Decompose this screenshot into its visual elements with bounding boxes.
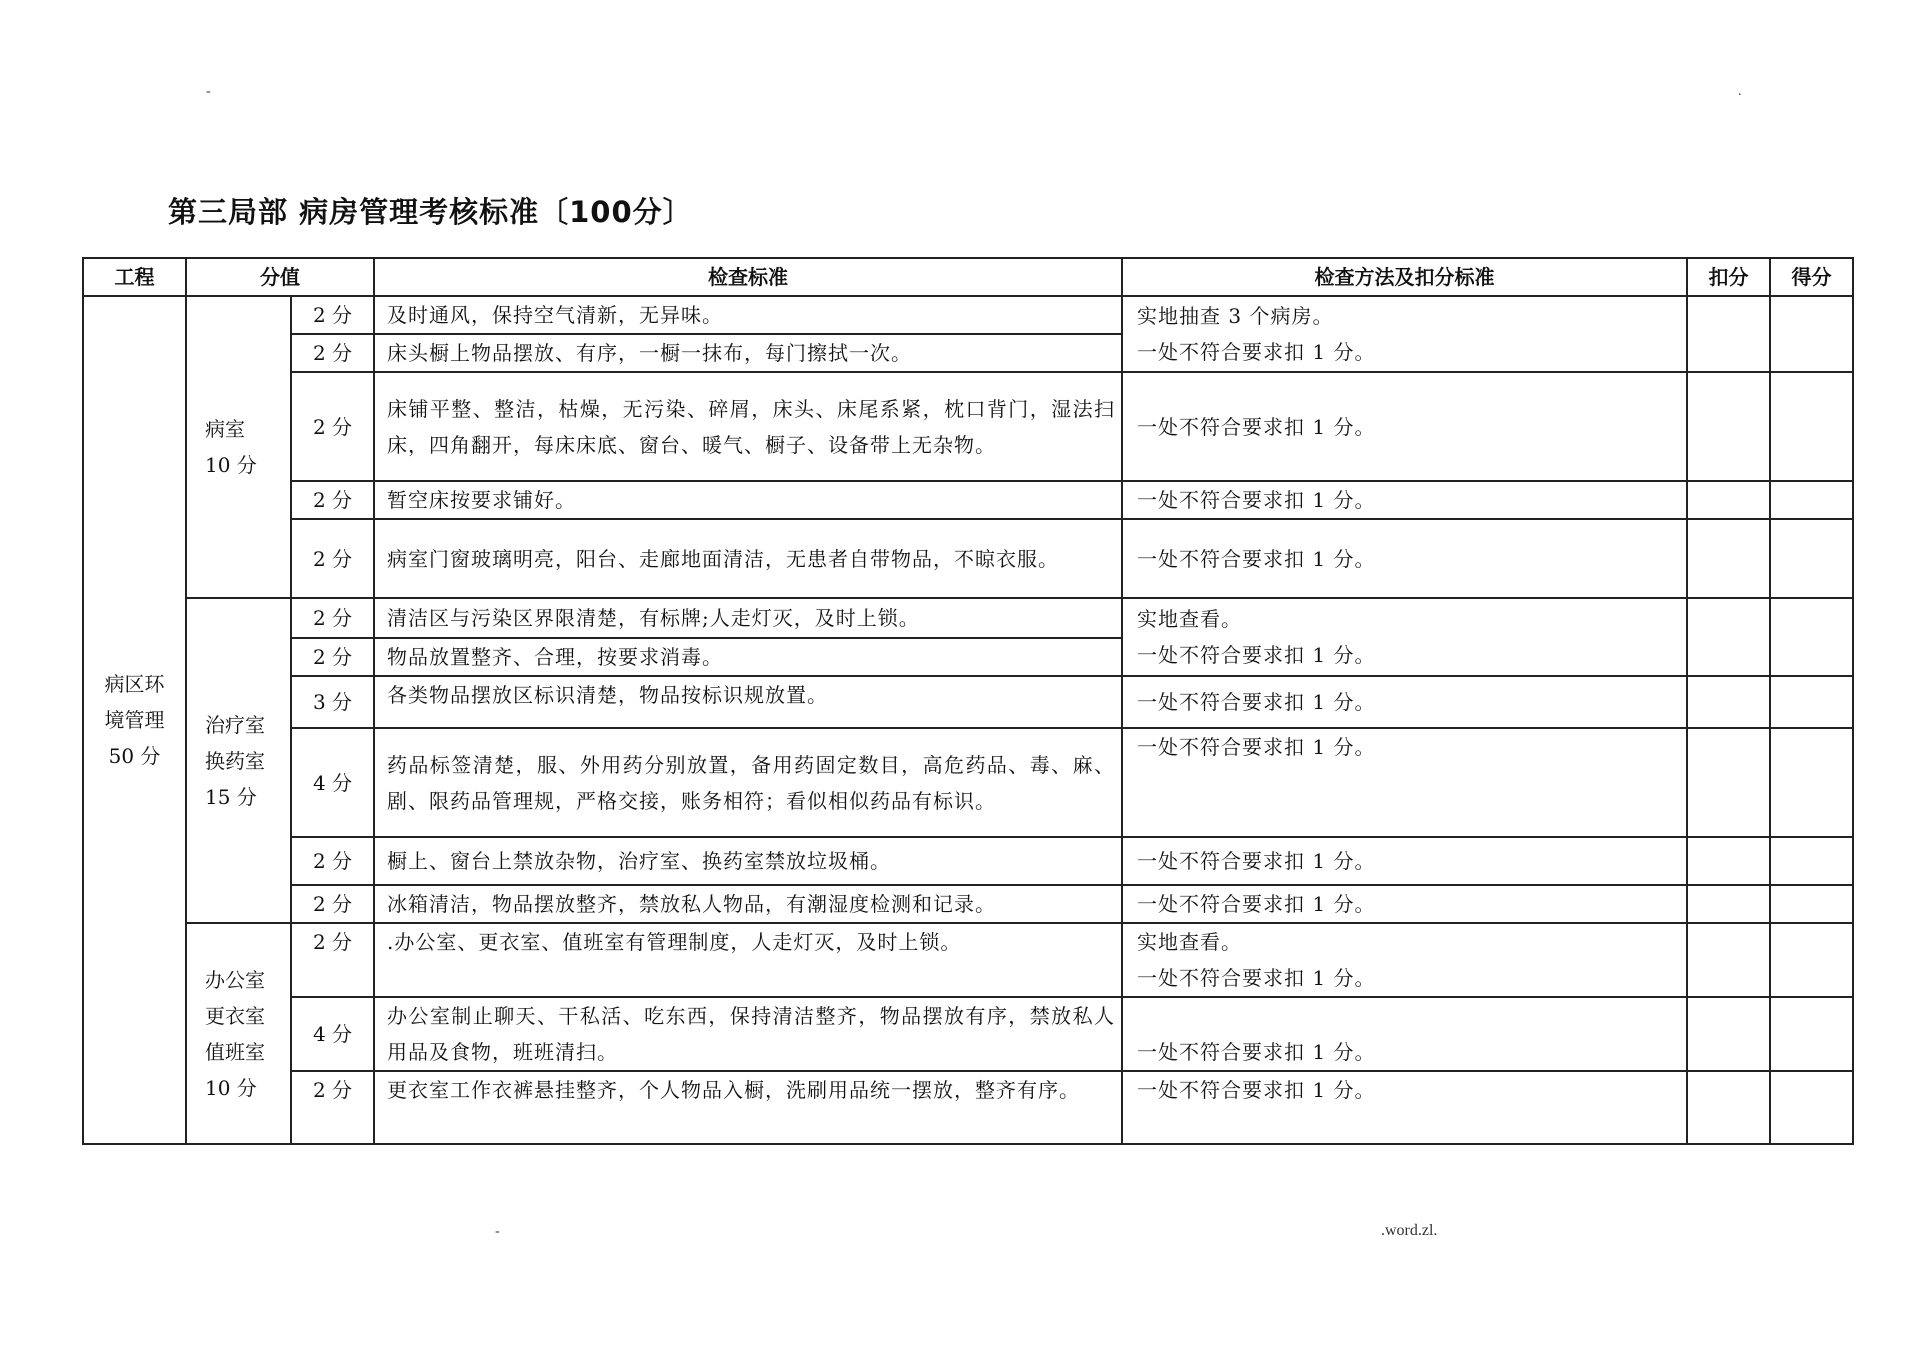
deduct-cell[interactable] [1687,923,1770,997]
criteria-cell: 更衣室工作衣裤悬挂整齐，个人物品入橱，洗刷用品统一摆放，整齐有序。 [374,1071,1122,1144]
method-cell: 一处不符合要求扣 1 分。 [1122,481,1687,519]
points-cell: 2 分 [291,923,374,997]
section-name-line: 50 分 [108,744,161,768]
table-row [83,885,1853,923]
section-name-line: 境管理 [104,708,165,732]
method-line: 一处不符合要求扣 1 分。 [1137,643,1376,667]
points-cell: 2 分 [291,519,374,598]
table-row [83,923,1853,997]
method-line: 实地抽查 3 个病房。 [1137,304,1334,328]
method-cell [1122,598,1687,676]
criteria-cell: 清洁区与污染区界限清楚，有标牌;人走灯灭，及时上锁。 [374,598,1122,638]
points-cell: 2 分 [291,837,374,885]
header-method: 检查方法及扣分标准 [1122,258,1687,296]
method-line: 实地查看。 [1137,930,1242,954]
page-mark-top-right: . [1738,84,1742,99]
table-row [83,837,1853,885]
points-cell: 2 分 [291,638,374,676]
obtained-cell[interactable] [1770,837,1853,885]
method-cell: 一处不符合要求扣 1 分。 [1122,997,1687,1071]
group-cell-office [186,923,291,1144]
points-cell: 2 分 [291,334,374,372]
header-project: 工程 [83,258,186,296]
group-name-line: 办公室 [205,967,265,992]
table-row [83,728,1853,837]
table-row [83,481,1853,519]
header-criteria: 检查标准 [374,258,1122,296]
obtained-cell[interactable] [1770,997,1853,1071]
group-name-line: 换药室 [205,748,265,773]
method-line: 一处不符合要求扣 1 分。 [1137,340,1376,364]
method-cell: 一处不符合要求扣 1 分。 [1122,372,1687,481]
assessment-table [82,257,1854,1145]
header-deduct: 扣分 [1687,258,1770,296]
method-cell: 一处不符合要求扣 1 分。 [1122,1071,1687,1144]
group-name-line: 治疗室 [205,712,265,737]
table-row [83,997,1853,1071]
table-row [83,519,1853,598]
method-line: 一处不符合要求扣 1 分。 [1137,966,1376,990]
points-cell: 2 分 [291,481,374,519]
obtained-cell[interactable] [1770,923,1853,997]
points-cell: 3 分 [291,676,374,728]
obtained-cell[interactable] [1770,372,1853,481]
points-cell: 4 分 [291,728,374,837]
criteria-cell: 各类物品摆放区标识清楚，物品按标识规放置。 [374,676,1122,728]
obtained-cell[interactable] [1770,598,1853,676]
criteria-cell: 及时通风，保持空气清新，无异味。 [374,296,1122,334]
table-row [83,676,1853,728]
method-cell: 一处不符合要求扣 1 分。 [1122,728,1687,837]
header-obtained: 得分 [1770,258,1853,296]
group-cell-treatment [186,598,291,923]
criteria-cell: 病室门窗玻璃明亮，阳台、走廊地面清洁，无患者自带物品，不晾衣服。 [374,519,1122,598]
method-cell: 一处不符合要求扣 1 分。 [1122,885,1687,923]
criteria-cell: 冰箱清洁，物品摆放整齐，禁放私人物品，有潮湿度检测和记录。 [374,885,1122,923]
footer-mark: - [495,1224,500,1239]
deduct-cell[interactable] [1687,481,1770,519]
group-name-line: 15 分 [205,784,257,809]
criteria-cell: 床头橱上物品摆放、有序，一橱一抹布，每门擦拭一次。 [374,334,1122,372]
points-cell: 4 分 [291,997,374,1071]
group-name-line: 10 分 [205,1075,257,1100]
obtained-cell[interactable] [1770,885,1853,923]
table-row [83,296,1853,334]
method-cell: 一处不符合要求扣 1 分。 [1122,519,1687,598]
method-line: 实地查看。 [1137,607,1242,631]
method-cell [1122,923,1687,997]
deduct-cell[interactable] [1687,372,1770,481]
criteria-cell: 物品放置整齐、合理，按要求消毒。 [374,638,1122,676]
deduct-cell[interactable] [1687,296,1770,372]
deduct-cell[interactable] [1687,837,1770,885]
page-title: 第三局部 病房管理考核标准〔100分〕 [168,195,693,229]
points-cell: 2 分 [291,598,374,638]
criteria-cell: 办公室制止聊天、干私活、吃东西，保持清洁整齐，物品摆放有序，禁放私人用品及食物，班班清扫。 [374,997,1122,1071]
table-header-row [83,258,1853,296]
deduct-cell[interactable] [1687,997,1770,1071]
group-name-line: 值班室 [205,1039,265,1064]
obtained-cell[interactable] [1770,519,1853,598]
criteria-cell: 暂空床按要求铺好。 [374,481,1122,519]
deduct-cell[interactable] [1687,1071,1770,1144]
deduct-cell[interactable] [1687,676,1770,728]
group-name-line: 10 分 [205,453,257,477]
section-name-line: 病区环 [104,672,165,696]
method-cell: 一处不符合要求扣 1 分。 [1122,676,1687,728]
obtained-cell[interactable] [1770,676,1853,728]
criteria-cell: 药品标签清楚，服、外用药分别放置，备用药固定数目，高危药品、毒、麻、剧、限药品管理规，严格交接，账务相符；看似相似药品有标识。 [374,728,1122,837]
obtained-cell[interactable] [1770,481,1853,519]
footer-source: .word.zl. [1381,1222,1438,1239]
method-cell [1122,296,1687,372]
points-cell: 2 分 [291,372,374,481]
obtained-cell[interactable] [1770,1071,1853,1144]
header-score: 分值 [186,258,374,296]
group-cell-ward [186,296,291,598]
criteria-cell: .办公室、更衣室、值班室有管理制度，人走灯灭，及时上锁。 [374,923,1122,997]
deduct-cell[interactable] [1687,598,1770,676]
criteria-cell: 床铺平整、整洁，枯燥，无污染、碎屑，床头、床尾系紧，枕口背门，湿法扫床，四角翻开，每床床底、窗台、暖气、橱子、设备带上无杂物。 [374,372,1122,481]
deduct-cell[interactable] [1687,519,1770,598]
criteria-cell: 橱上、窗台上禁放杂物，治疗室、换药室禁放垃圾桶。 [374,837,1122,885]
obtained-cell[interactable] [1770,728,1853,837]
group-name-line: 更衣室 [205,1003,265,1028]
table-row [83,598,1853,638]
table-row [83,1071,1853,1144]
deduct-cell[interactable] [1687,728,1770,837]
deduct-cell[interactable] [1687,885,1770,923]
points-cell: 2 分 [291,1071,374,1144]
page-mark-top-left: - [206,84,211,99]
points-cell: 2 分 [291,296,374,334]
table-row [83,372,1853,481]
method-cell: 一处不符合要求扣 1 分。 [1122,837,1687,885]
section-cell [83,296,186,1144]
points-cell: 2 分 [291,885,374,923]
obtained-cell[interactable] [1770,296,1853,372]
group-name-line: 病室 [205,417,245,441]
